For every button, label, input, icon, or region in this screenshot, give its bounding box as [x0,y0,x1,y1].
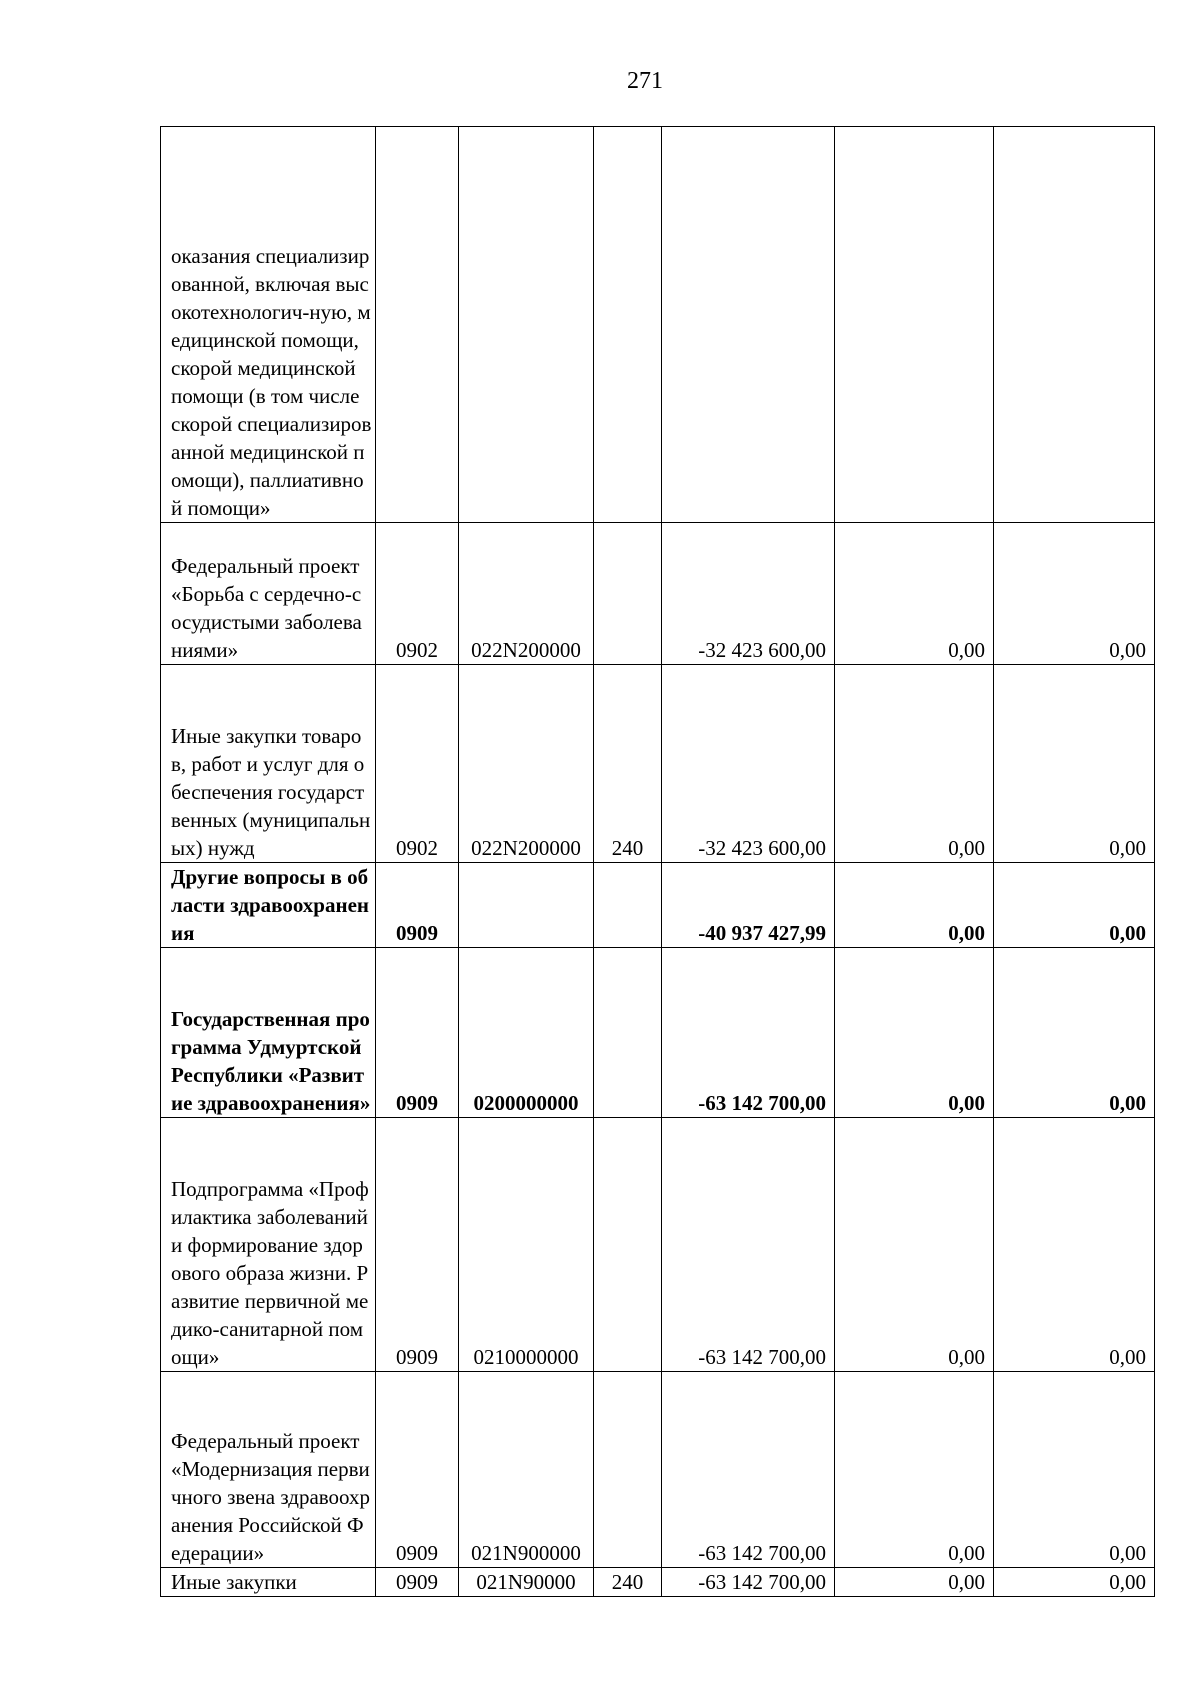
table-row [161,948,1155,1118]
table-row [161,665,1155,863]
row-section-code: 0902 [376,523,459,665]
row-amount-2: 0,00 [835,1568,994,1597]
row-amount-3: 0,00 [994,523,1155,665]
row-section-code: 0909 [376,1118,459,1372]
row-name: Иные закупки [161,1568,376,1597]
row-section-code: 0909 [376,1372,459,1568]
row-amount-2: 0,00 [835,948,994,1118]
row-amount-2: 0,00 [835,665,994,863]
row-amount-3: 0,00 [994,665,1155,863]
row-expense-type: 240 [594,665,662,863]
row-section-code [376,127,459,523]
table-row [161,1568,1155,1597]
row-amount-1: -32 423 600,00 [662,665,835,863]
row-name: Федеральный проект «Борьба с сердечно-сосудистыми заболеваниями» [161,523,376,665]
row-amount-3: 0,00 [994,1568,1155,1597]
row-amount-2: 0,00 [835,1118,994,1372]
row-amount-1: -63 142 700,00 [662,1372,835,1568]
row-name: оказания специализированной, включая высокотехнологич-ную, медицинской помощи, скорой медицинской помощи (в том числе скорой специализированной медицинской помощи), паллиативной помощи» [161,127,376,523]
row-section-code: 0909 [376,948,459,1118]
row-target-code [459,127,594,523]
row-expense-type [594,127,662,523]
row-section-code: 0909 [376,1568,459,1597]
row-name: Государственная программа Удмуртской Республики «Развитие здравоохранения» [161,948,376,1118]
row-target-code [459,863,594,948]
row-target-code: 021N90000 [459,1568,594,1597]
row-section-code: 0909 [376,863,459,948]
row-expense-type [594,1118,662,1372]
row-expense-type [594,948,662,1118]
row-expense-type: 240 [594,1568,662,1597]
row-target-code: 022N200000 [459,665,594,863]
table-row [161,523,1155,665]
row-amount-1: -63 142 700,00 [662,1118,835,1372]
row-amount-3: 0,00 [994,948,1155,1118]
row-expense-type [594,863,662,948]
row-amount-1: -63 142 700,00 [662,948,835,1118]
row-section-code: 0902 [376,665,459,863]
row-expense-type [594,523,662,665]
row-amount-2 [835,127,994,523]
row-amount-2: 0,00 [835,1372,994,1568]
table-row [161,1118,1155,1372]
row-name: Федеральный проект «Модернизация первичного звена здравоохранения Российской Федерации» [161,1372,376,1568]
row-expense-type [594,1372,662,1568]
row-target-code: 022N200000 [459,523,594,665]
row-amount-1: -40 937 427,99 [662,863,835,948]
table-row [161,1372,1155,1568]
page-number: 271 [627,68,663,94]
row-name: Иные закупки товаров, работ и услуг для обеспечения государственных (муниципальных) нужд [161,665,376,863]
row-target-code: 0200000000 [459,948,594,1118]
row-amount-2: 0,00 [835,863,994,948]
table-row [161,863,1155,948]
row-amount-2: 0,00 [835,523,994,665]
row-name: Другие вопросы в области здравоохранения [161,863,376,948]
row-name: Подпрограмма «Профилактика заболеваний и формирование здорового образа жизни. Развитие первичной медико-санитарной помощи» [161,1118,376,1372]
row-target-code: 0210000000 [459,1118,594,1372]
row-amount-1 [662,127,835,523]
row-amount-3 [994,127,1155,523]
row-amount-3: 0,00 [994,863,1155,948]
row-target-code: 021N900000 [459,1372,594,1568]
row-amount-1: -32 423 600,00 [662,523,835,665]
budget-table [160,126,1155,1597]
row-amount-3: 0,00 [994,1118,1155,1372]
row-amount-1: -63 142 700,00 [662,1568,835,1597]
row-amount-3: 0,00 [994,1372,1155,1568]
table-row [161,127,1155,523]
